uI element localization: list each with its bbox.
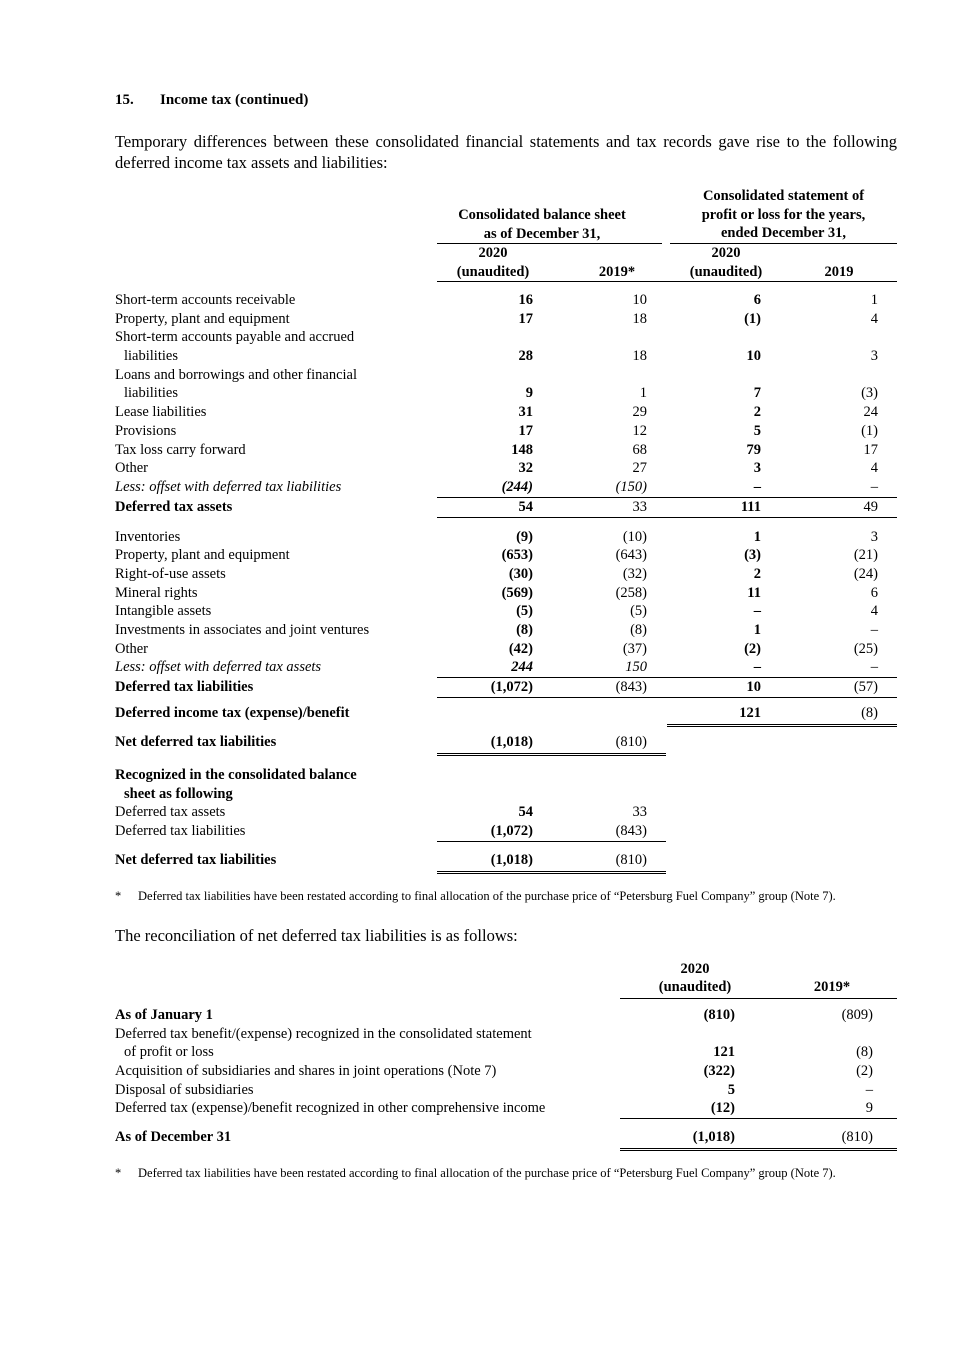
table-row: Mineral rights (569) (258) 11 6: [115, 584, 878, 601]
col-header-2019-pl: 2019: [824, 263, 854, 280]
col-header-2020-pl: 2020 (unaudited): [689, 245, 763, 280]
table-row: Other (42) (37) (2) (25): [115, 640, 878, 657]
expense-double-rule: [667, 724, 897, 727]
table-row: Provisions 17 12 5 (1): [115, 422, 878, 439]
table-row-total-assets: Deferred tax assets 54 33 111 49: [437, 497, 897, 517]
table-row: Short-term accounts receivable 16 10 6 1: [115, 292, 878, 308]
recognized-header: Recognized in the consolidated balance: [115, 767, 357, 784]
table-row-total-liabilities: Deferred tax liabilities (1,072) (843) 10 (57): [437, 677, 897, 697]
recognized-header-line2: sheet as following: [124, 785, 233, 802]
recon-row-opening: As of January 1 (810) (809): [115, 1006, 873, 1023]
profit-loss-group-header: Consolidated statement of profit or loss for the years, ended December 31,: [701, 188, 866, 241]
section-title: Income tax (continued): [160, 92, 309, 108]
table-row: Property, plant and equipment (653) (643) (3) (21): [115, 547, 878, 564]
table-row-label-line: Loans and borrowings and other financial: [115, 366, 357, 383]
table-row: Lease liabilities 31 29 2 24: [115, 404, 878, 421]
expense-row-section: [115, 704, 897, 727]
table-row: Intangible assets (5) (5) – 4: [115, 603, 878, 620]
reconciliation-table: [115, 960, 897, 1151]
table-row-net: Net deferred tax liabilities (1,018) (810): [115, 734, 647, 751]
table-row: Other 32 27 3 4: [115, 460, 878, 477]
balance-sheet-group-header: Consolidated balance sheet as of December 31,: [458, 207, 626, 242]
table-row-label-line: Short-term accounts payable and accrued: [115, 329, 355, 346]
recon-col-header-2020: 2020 (unaudited): [658, 960, 732, 996]
net-double-rule: [437, 753, 666, 756]
table-row: Property, plant and equipment 17 18 (1) 4: [115, 310, 878, 327]
reconciliation-title: The reconciliation of net deferred tax liabilities is as follows:: [115, 925, 518, 945]
col-header-2019-bs: 2019*: [598, 263, 636, 280]
deferred-tax-liabilities-section: [115, 528, 897, 699]
table-row-expense: Deferred income tax (expense)/benefit 121 (8): [115, 705, 878, 722]
closing-double-rule: [620, 1148, 897, 1151]
col-header-rule: [437, 281, 897, 282]
recon-row-label-line: Deferred tax benefit/(expense) recognized in the consolidated statement: [115, 1025, 532, 1042]
net-row2-section: [115, 851, 897, 874]
document-page: [115, 92, 897, 1181]
footnote-1: * Deferred tax liabilities have been restated according to final allocation of the purchase price of “Petersburg Fuel Company” group (Note 7).: [115, 888, 836, 903]
table-row-offset: Less: offset with deferred tax assets 244 150 – –: [115, 659, 878, 676]
section-heading: [115, 92, 897, 109]
intro-paragraph: Temporary differences between these consolidated financial statements and tax records gave rise to the following deferred income tax assets and liabilities:: [115, 132, 897, 172]
table-row: Tax loss carry forward 148 68 79 17: [115, 441, 878, 458]
table-row-offset: Less: offset with deferred tax liabilities (244) (150) – –: [115, 478, 878, 495]
table-row-net: Net deferred tax liabilities (1,018) (810): [115, 851, 647, 868]
col-header-2020-bs: 2020 (unaudited): [456, 245, 530, 280]
footnote-2: * Deferred tax liabilities have been restated according to final allocation of the purchase price of “Petersburg Fuel Company” group (Note 7).: [115, 1165, 836, 1180]
recon-row: Disposal of subsidiaries 5 –: [115, 1081, 873, 1098]
table-row: Right-of-use assets (30) (32) 2 (24): [115, 565, 878, 582]
recon-row-closing: As of December 31 (1,018) (810): [115, 1128, 873, 1145]
net2-double-rule: [437, 871, 666, 874]
table-row: Deferred tax assets 54 33: [115, 804, 647, 821]
table-row: Deferred tax liabilities (1,072) (843): [115, 823, 647, 840]
table-row: liabilities 28 18 10 3: [124, 348, 878, 365]
recon-row: Acquisition of subsidiaries and shares in joint operations (Note 7) (322) (2): [115, 1062, 873, 1079]
table-row: Investments in associates and joint ventures (8) (8) 1 –: [115, 622, 878, 638]
table-row: Inventories (9) (10) 1 3: [115, 528, 878, 545]
deferred-tax-assets-section: [115, 291, 897, 518]
recon-col-header-2019: 2019*: [813, 979, 851, 996]
recon-row: of profit or loss 121 (8): [124, 1044, 873, 1061]
table-row: liabilities 9 1 7 (3): [124, 385, 878, 402]
net-row-section: [115, 733, 897, 756]
recognized-section: [115, 766, 897, 842]
recon-row: Deferred tax (expense)/benefit recognized in other comprehensive income (12) 9: [115, 1100, 873, 1117]
deferred-tax-table: [115, 187, 897, 282]
section-number: 15.: [115, 92, 134, 108]
